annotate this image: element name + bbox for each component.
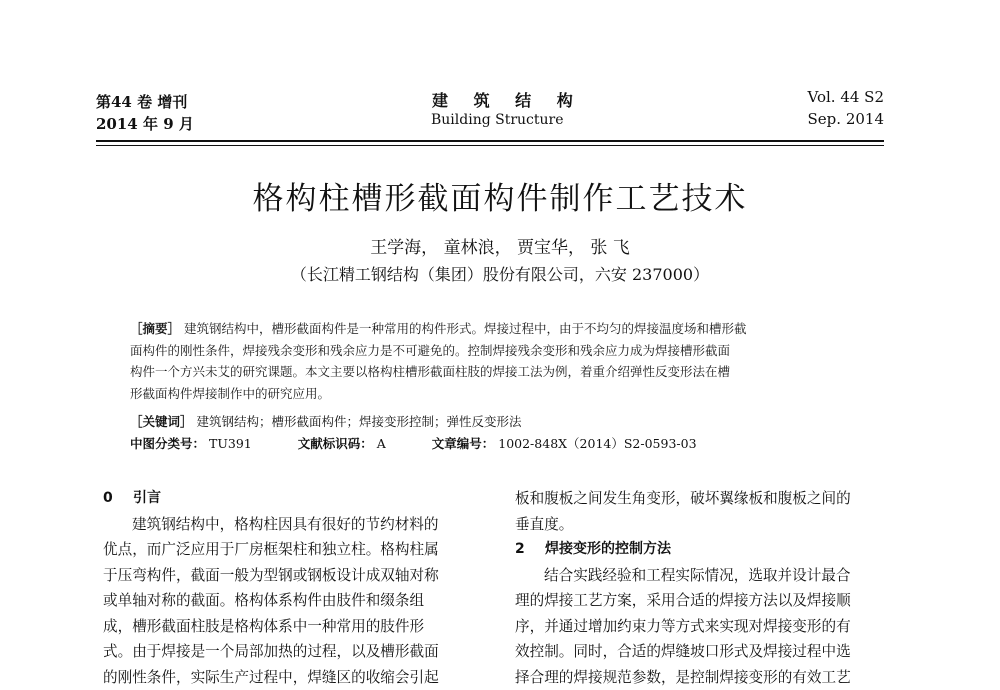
header-rule-thin [96,145,884,146]
body-line: 式。由于焊接是一个局部加热的过程，以及槽形截面 [103,639,479,665]
abstract-line: 形截面构件焊接制作中的研究应用。 [130,383,856,405]
journal-date-cn: 2014 年 9 月 [96,113,194,134]
abstract-line: 构件一个方兴未艾的研究课题。本文主要以格构柱槽形截面柱肢的焊接工法为例，着重介绍弹性反变形法在槽 [130,361,856,383]
abstract-label: ［摘要］ [130,321,180,336]
keywords-label: ［关键词］ [130,414,193,429]
abstract-line: 建筑钢结构中，槽形截面构件是一种常用的构件形式。焊接过程中，由于不均匀的焊接温度场和槽形截 [184,321,747,336]
abstract-line: 面构件的刚性条件，焊接残余变形和残余应力是不可避免的。控制焊接残余变形和残余应力成为焊接槽形截面 [130,340,856,362]
journal-volume-en: Vol. 44 S2 [808,88,885,106]
section-title: 焊接变形的控制方法 [545,541,671,557]
body-line: 板和腹板之间发生角变形，破坏翼缘板和腹板之间的 [515,486,890,512]
right-column [515,486,890,690]
body-line: 或单轴对称的截面。格构体系构件由肢件和缀条组 [103,588,479,614]
body-line: 成，槽形截面柱肢是格构体系中一种常用的肢件形 [103,614,479,640]
article-no-label: 文章编号： [432,436,495,451]
section-heading [103,486,479,512]
article-affiliation: （长江精工钢结构（集团）股份有限公司，六安 237000） [0,262,1000,285]
doc-code-label: 文献标识码： [298,436,373,451]
journal-volume-issue: 第44 卷 增刊 [96,91,187,112]
body-line: 择合理的焊接规范参数，是控制焊接变形的有效工艺 [515,665,890,690]
section-heading [515,537,890,563]
section-number: 2 [515,537,545,563]
section-number: 0 [103,486,133,512]
doc-code-value: A [377,436,386,451]
body-line: 优点，而广泛应用于厂房框架柱和独立柱。格构柱属 [103,537,479,563]
body-line: 序，并通过增加约束力等方式来实现对焊接变形的有 [515,614,890,640]
body-line: 效控制。同时，合适的焊缝坡口形式及焊接过程中选 [515,639,890,665]
article-authors: 王学海， 童林浪， 贾宝华， 张 飞 [0,233,1000,258]
body-line: 于压弯构件，截面一般为型钢或钢板设计成双轴对称 [103,563,479,589]
body-line: 垂直度。 [515,512,890,538]
article-title: 格构柱槽形截面构件制作工艺技术 [0,173,1000,218]
body-line: 建筑钢结构中，格构柱因具有很好的节约材料的 [103,512,479,538]
left-column [103,486,479,690]
classification-line [130,434,701,452]
section-title: 引言 [133,490,161,506]
header-rule-thick [96,140,884,142]
journal-name-en: Building Structure [431,112,564,128]
keywords-text: 建筑钢结构；槽形截面构件；焊接变形控制；弹性反变形法 [197,414,522,429]
body-line: 理的焊接工艺方案，采用合适的焊接方法以及焊接顺 [515,588,890,614]
class-label: 中图分类号： [130,436,205,451]
body-line: 结合实践经验和工程实际情况，选取并设计最合 [515,563,890,589]
keywords-line [130,412,522,430]
journal-name-cn: 建 筑 结 构 [432,88,583,111]
journal-date-en: Sep. 2014 [808,110,884,128]
article-no-value: 1002-848X（2014）S2-0593-03 [498,436,696,451]
abstract [130,318,856,404]
class-value: TU391 [209,436,252,451]
body-line: 的刚性条件，实际生产过程中，焊缝区的收缩会引起 [103,665,479,690]
